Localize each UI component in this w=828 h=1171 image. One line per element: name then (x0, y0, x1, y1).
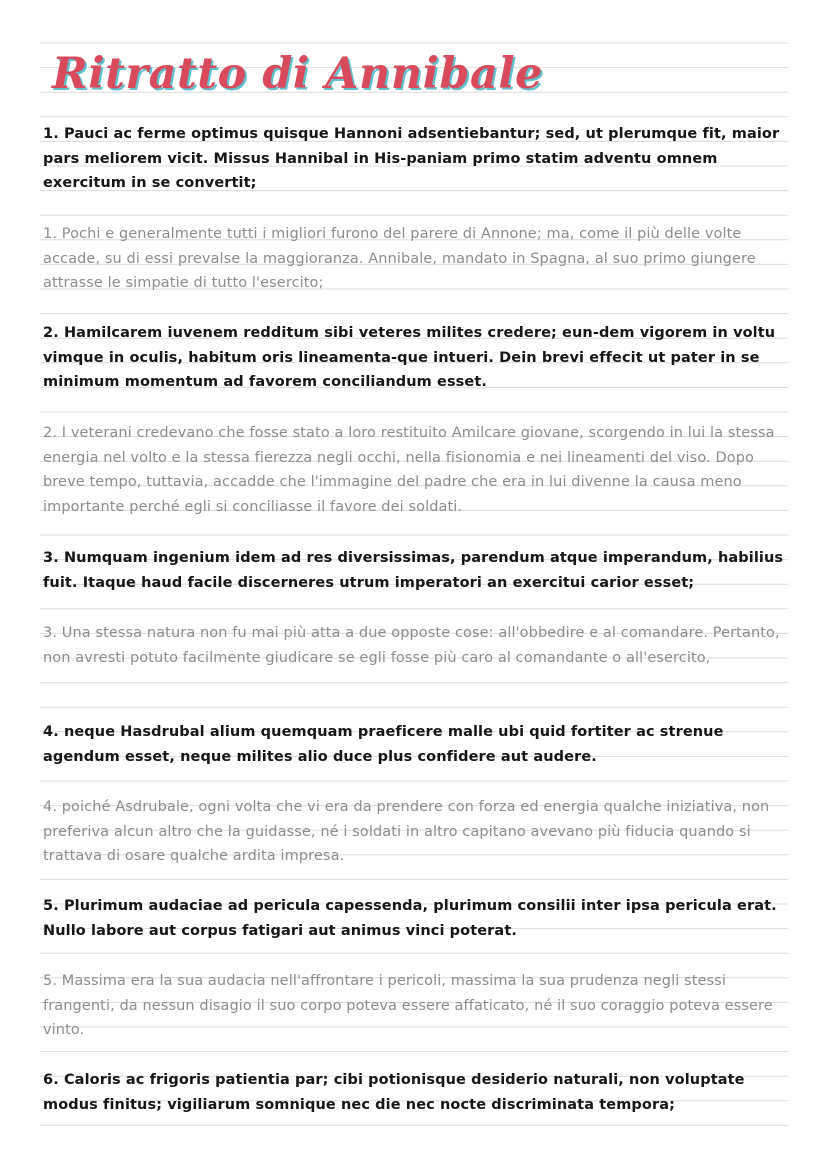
latin-paragraph-5: 5. Plurimum audaciae ad pericula capessenda, plurimum consilii inter ipsa pericula erat. Nullo labore aut corpus fatigari aut animus vinci poterat. (43, 898, 777, 939)
italian-paragraph-4: 4. poiché Asdrubale, ogni volta che vi era da prendere con forza ed energia qualche iniziativa, non preferiva alcun altro che la guidasse, né i soldati in altro capitano avevano più fiducia quando si trattava di osare qualche ardita impresa. (43, 799, 770, 865)
page-title: Ritratto di Annibale (52, 49, 544, 99)
latin-paragraph-6: 6. Caloris ac frigoris patientia par; cibi potionisque desiderio naturali, non voluptate modus finitus; vigiliarum somnique nec die nec nocte discriminata tempora; (43, 1072, 745, 1113)
italian-paragraph-5: 5. Massima era la sua audacia nell'affrontare i pericoli, massima la sua prudenza negli stessi frangenti, da nessun disagio il suo corpo poteva essere affaticato, né il suo coraggio poteva essere vinto. (43, 973, 773, 1039)
italian-paragraph-3: 3. Una stessa natura non fu mai più atta a due opposte cose: all'obbedire e al comandare. Pertanto, non avresti potuto facilmente giudicare se egli fosse più caro al comandante o all'esercito, (43, 625, 780, 666)
italian-paragraph-1: 1. Pochi e generalmente tutti i migliori furono del parere di Annone; ma, come il più delle volte accade, su di essi prevalse la maggioranza. Annibale, mandato in Spagna, al suo primo giungere attrasse le simpatie di tutto l'esercito; (43, 226, 756, 292)
latin-paragraph-2: 2. Hamilcarem iuvenem redditum sibi veteres milites credere; eun-dem vigorem in voltu vimque in oculis, habitum oris lineamenta-que intueri. Dein brevi effecit ut pater in se minimum momentum ad favorem conciliandum esset. (43, 325, 776, 391)
italian-paragraph-2: 2. I veterani credevano che fosse stato a loro restituito Amilcare giovane, scorgendo in lui la stessa energia nel volto e la stessa fierezza negli occhi, nella fisionomia e nei lineamenti del viso. Dopo breve tempo, tuttavia, accadde che l'immagine del padre che era in lui divenne la causa meno importante perché egli si conciliasse il favore dei soldati. (43, 425, 775, 515)
latin-paragraph-3: 3. Numquam ingenium idem ad res diversissimas, parendum atque imperandum, habilius fuit. Itaque haud facile discerneres utrum imperatori an exercitui carior esset; (43, 550, 784, 591)
latin-paragraph-4: 4. neque Hasdrubal alium quemquam praeficere malle ubi quid fortiter ac strenue agendum esset, neque milites alio duce plus confidere aut audere. (43, 724, 724, 765)
latin-paragraph-1: 1. Pauci ac ferme optimus quisque Hannoni adsentiebantur; sed, ut plerumque fit, maior pars meliorem vicit. Missus Hannibal in His-paniam primo statim adventu omnem exercitum in se convertit; (43, 126, 780, 192)
